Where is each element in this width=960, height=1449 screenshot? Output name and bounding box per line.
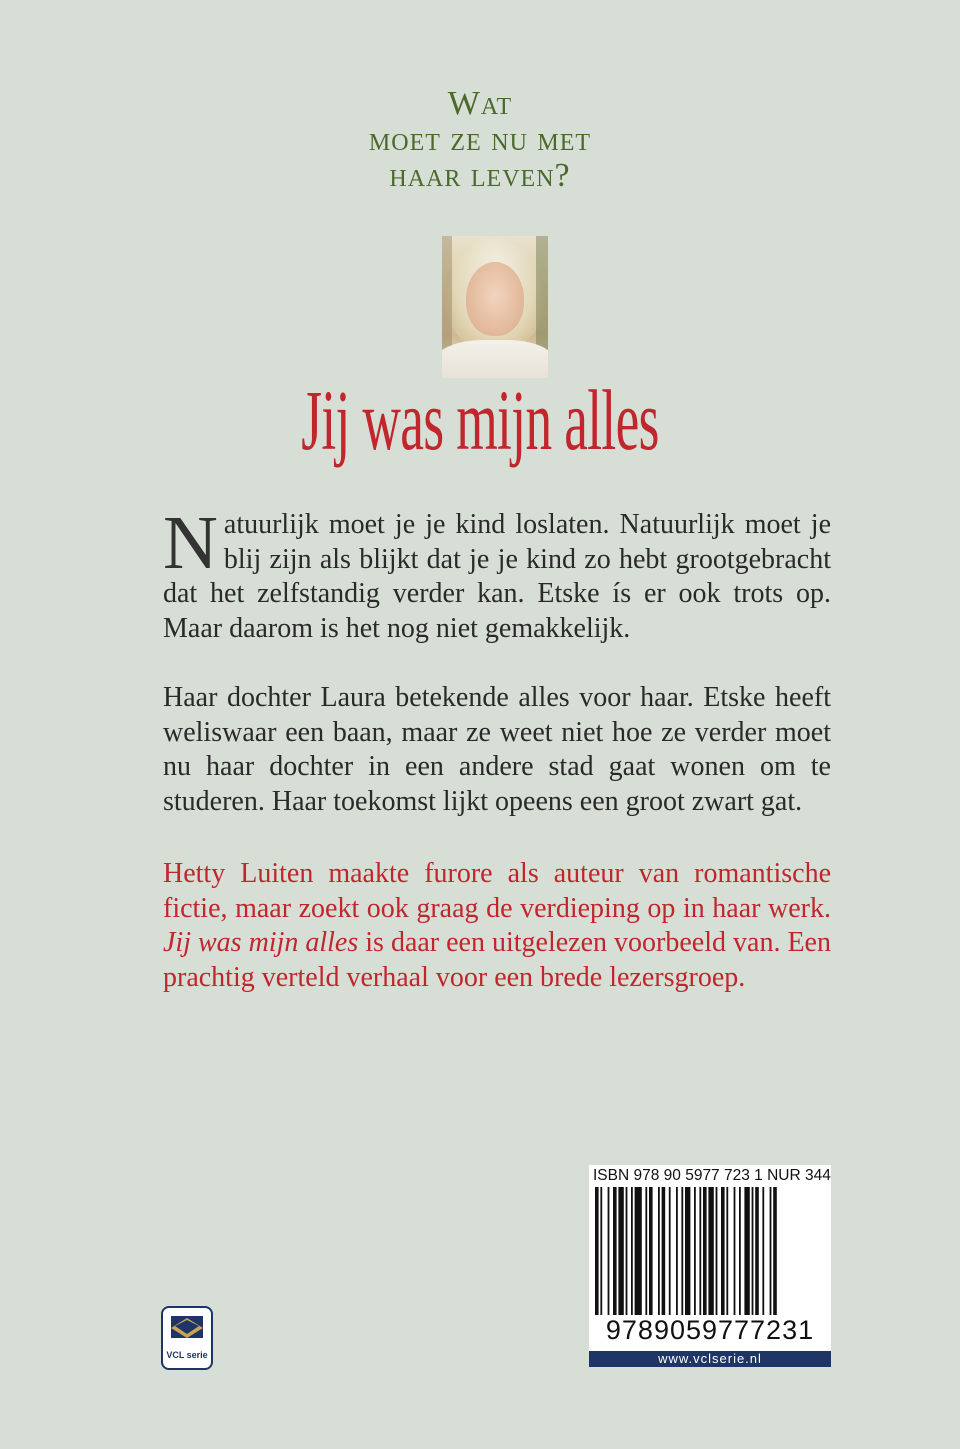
author-blurb-start: Hetty Luiten maakte furore als auteur van romantische fictie, maar zoekt ook graag de verdieping op in haar werk.: [163, 858, 831, 924]
blurb-paragraph-1: [163, 501, 831, 646]
blurb-paragraph-1-text: atuurlijk moet je je kind loslaten. Natuurlijk moet je blij zijn als blijkt dat je je kind zo hebt grootgebracht dat het zelfstandig verder kan. Etske ís er ook trots op. Maar daarom is het nog niet gemakkelijk.: [163, 509, 831, 644]
author-blurb: [163, 857, 831, 995]
blurb-paragraph-2: Haar dochter Laura betekende alles voor haar. Etske heeft weliswaar een baan, maar ze weet niet hoe ze verder moet nu haar dochter in een andere stad gaat wonen om te studeren. Haar toekomst lijkt opeens een groot zwart gat.: [163, 682, 831, 817]
barcode-box: [589, 1165, 831, 1365]
tagline-line-2: moet ze nu met: [368, 121, 592, 158]
barcode-bars: [595, 1187, 825, 1315]
tagline-line-3: haar leven?: [389, 157, 571, 194]
author-blurb-end: is daar een uitgelezen voorbeeld van. Een prachtig verteld verhaal voor een brede lezersgroep.: [163, 927, 831, 993]
vcl-logo-icon: [169, 1314, 205, 1348]
author-blurb-title: Jij was mijn alles: [163, 927, 359, 958]
publisher-logo-label: VCL serie: [166, 1350, 208, 1360]
publisher-url: www.vclserie.nl: [589, 1351, 831, 1367]
book-title: Jij was mijn alles: [301, 372, 659, 468]
publisher-logo: [161, 1306, 213, 1370]
tagline-line-1: Wat: [447, 85, 513, 122]
barcode-digits: 9789059777231: [605, 1315, 815, 1345]
tagline: [0, 86, 960, 194]
isbn-text: ISBN 978 90 5977 723 1 NUR 344: [593, 1167, 831, 1184]
cover-photo: [442, 236, 548, 378]
drop-cap: N: [163, 501, 218, 585]
